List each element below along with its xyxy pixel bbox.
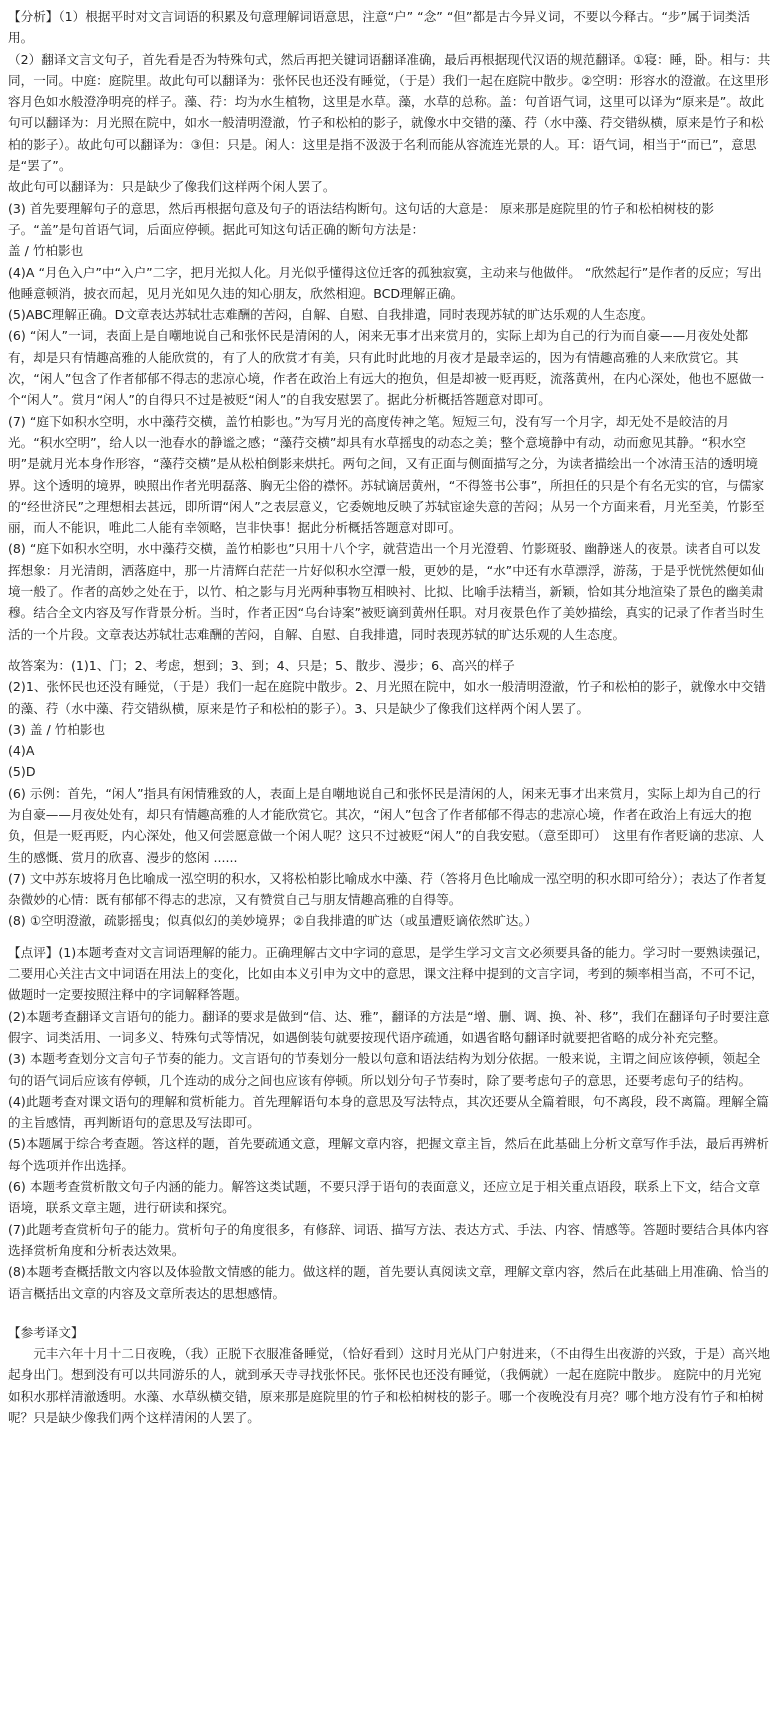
analysis-paragraph: (5)ABC理解正确。D文章表达苏轼壮志难酬的苦闷，自解、自慰、自我排遣，同时表现苏轼的旷达乐观的人生态度。	[8, 307, 654, 323]
analysis-paragraph: 故此句可以翻译为：只是缺少了像我们这样两个闲人罢了。	[8, 179, 336, 195]
comment-heading: 【点评】	[8, 944, 59, 960]
comment-section	[8, 942, 772, 1304]
comment-paragraph: (2)本题考查翻译文言语句的能力。翻译的要求是做到“信、达、雅”，翻译的方法是“增、删、调、换、补、移”，我们在翻译句子时要注意假字、词类活用、一词多义、特殊句式等情况，如遇倒装句就要按现代语序疏通，如遇省略句翻译时就要把省略的成分补充完整。	[8, 1008, 770, 1045]
analysis-first-line	[8, 6, 772, 49]
comment-paragraph: (4)此题考查对课文语句的理解和赏析能力。首先理解语句本身的意思及写法特点，其次还要从全篇着眼，句不离段，段不离篇。理解全篇的主旨感情，再判断语句的意思及写法即可。	[8, 1093, 769, 1131]
spacer	[8, 1304, 772, 1322]
analysis-paragraph: (8) “庭下如积水空明，水中藻荇交横，盖竹柏影也”只用十八个字，就营造出一个月光澄碧、竹影斑驳、幽静迷人的夜景。读者自可以发挥想象：月光清朗，洒落庭中，那一片清辉白茫茫一片好似积水空潭一般，更妙的是，“水”中还有水草漂浮，游荡，于是乎恍恍然便如仙境一般了。作者的高妙之处在于，以竹、柏之影与月光两种事物互相映衬、比拟、比喻手法精当，新颖，恰如其分地渲染了景色的幽美肃穆。结合全文内容及写作背景分析。当时，作者正因“乌台诗案”被贬谪到黄州任职。对月夜景色作了美妙描绘，真实的记录了作者当时生活的一个片段。文章表达苏轼壮志难酬的苦闷，自解、自慰、自我排遣，同时表现苏轼的旷达乐观的人生态度。	[8, 541, 765, 642]
answer-paragraph: (6) 示例：首先，“闲人”指具有闲情雅致的人，表面上是自嘲地说自己和张怀民是清闲的人，闲来无事才出来赏月，实际上却为自己的行为自豪——月夜处处有，却只有情趣高雅的人才能欣赏它。其次，“闲人”包含了作者郁郁不得志的悲凉心境，作者在政治上有远大的抱负，但是一贬再贬，内心深处，他又何尝愿意做一个闲人呢？这只不过被贬“闲人”的自我安慰。（意至即可） 这里有作者贬谪的悲凉、人生的感慨、赏月的欣喜、漫步的悠闲 ......	[8, 785, 765, 865]
comment-paragraph: (8)本题考查概括散文内容以及体验散文情感的能力。做这样的题，首先要认真阅读文章，理解文章内容，然后在此基础上用准确、恰当的语言概括出文章的内容及文章所表达的思想感情。	[8, 1264, 769, 1301]
translation-paragraph: 元丰六年十月十二日夜晚，（我）正脱下衣服准备睡觉，（恰好看到）这时月光从门户射进来，（不由得生出夜游的兴致，于是）高兴地起身出门。想到没有可以共同游乐的人，就到承天寺寻找张怀民。张怀民也还没有睡觉，（我俩就）一起在庭院中散步。 庭院中的月光宛如积水那样清澈透明。水藻、水草纵横交错，原来那是庭院里的竹子和松柏树枝的影子。哪一个夜晚没有月亮？哪个地方没有竹子和柏树呢？只是缺少像我们两个这样清闲的人罢了。	[8, 1346, 770, 1425]
analysis-paragraph: (3) 首先要理解句子的意思，然后再根据句意及句子的语法结构断句。这句话的大意是： 原来那是庭院里的竹子和松柏树枝的影子。“盖”是句首语气词，后面应停顿。据此可知这句话正确的断句方法是：	[8, 200, 714, 237]
translation-section	[8, 1322, 772, 1428]
spacer	[8, 645, 772, 655]
comment-paragraph: (7)此题考查赏析句子的能力。赏析句子的角度很多，有修辞、词语、描写方法、表达方式、手法、内容、情感等。答题时要结合具体内容选择赏析角度和分析表达效果。	[8, 1221, 769, 1258]
comment-paragraph: (6) 本题考查赏析散文句子内涵的能力。解答这类试题，不要只浮于语句的表面意义，还应立足于相关重点语段，联系上下文，结合文章语境，联系文章主题，进行研读和探究。	[8, 1179, 761, 1216]
answer-paragraph: (7) 文中苏东坡将月色比喻成一泓空明的积水，又将松柏影比喻成水中藻、荇（答将月色比喻成一泓空明的积水即可给分）；表达了作者复杂微妙的心情：既有郁郁不得志的悲凉，又有赞赏自己与朋友情趣高雅的自得等。	[8, 870, 767, 908]
answer-paragraph: (3) 盖 / 竹柏影也	[8, 721, 106, 737]
analysis-paragraph: (4)A “月色入户”中“入户”二字，把月光拟人化。月光似乎懂得这位迁客的孤独寂寞，主动来与他做伴。 “欣然起行”是作者的反应；写出他睡意顿消，披衣而起，见月光如见久违的知心朋友，欣然相迎。BCD理解正确。	[8, 264, 762, 301]
answers-section	[8, 655, 772, 932]
spacer	[8, 932, 772, 942]
analysis-section	[8, 6, 772, 645]
comment-paragraph: (5)本题属于综合考查题。答这样的题，首先要疏通文意，理解文章内容，把握文章主旨，然后在此基础上分析文章写作手法，最后再辨析每个选项并作出选择。	[8, 1136, 769, 1173]
analysis-paragraph: (6) “闲人”一词，表面上是自嘲地说自己和张怀民是清闲的人，闲来无事才出来赏月的，实际上却为自己的行为而自豪——月夜处处都有，却是只有情趣高雅的人能欣赏的，有了人的欣赏才有美，只有此时此地的月夜才是最幸运的，因为有情趣高雅的人来欣赏它。其次，“闲人”包含了作者郁郁不得志的悲凉心境，作者在政治上有远大的抱负，但是却被一贬再贬，流落黄州，在内心深处，他也不愿做一个“闲人”。赏月“闲人”的自得只不过是被贬“闲人”的自我安慰罢了。据此分析概括答题意对即可。	[8, 328, 765, 408]
answer-paragraph: 故答案为：(1)1、门；2、考虑，想到；3、到；4、只是；5、散步、漫步；6、高兴的样子	[8, 657, 515, 673]
answer-paragraph: (8) ①空明澄澈，疏影摇曳；似真似幻的美妙境界；②自我排遣的旷达（或虽遭贬谪依然旷达。）	[8, 913, 538, 929]
comment-paragraph: (1)本题考查对文言词语理解的能力。正确理解古文中字词的意思，是学生学习文言文必须要具备的能力。学习时一要熟读强记，二要用心关注古文中词语在用法上的变化，比如由本义引申为文中的意思，课文注释中提到的文言字词，考到的频率相当高，不可不记，做题时一定要按照注释中的字词解释答题。	[8, 944, 769, 1003]
analysis-heading: 【分析】	[8, 9, 59, 24]
answer-paragraph: (2)1、张怀民也还没有睡觉，（于是）我们一起在庭院中散步。2、月光照在院中，如水一般清明澄澈，竹子和松柏的影子，就像水中交错的藻、荇（水中藻、荇交错纵横，原来是竹子和松柏的影子）。3、只是缺少了像我们这样两个闲人罢了。	[8, 679, 767, 716]
analysis-paragraph: （2）翻译文言文句子，首先看是否为特殊句式，然后再把关键词语翻译准确，最后再根据现代汉语的规范翻译。①寝：睡，卧。相与：共同，一同。中庭：庭院里。故此句可以翻译为：张怀民也还没有睡觉，（于是）我们一起在庭院中散步。②空明：形容水的澄澈。在这里形容月色如水般澄净明亮的样子。藻、荇：均为水生植物，这里是水草。藻，水草的总称。盖：句首语气词，这里可以译为“原来是”。故此句可以翻译为：月光照在院中，如水一般清明澄澈，竹子和松柏的影子，就像水中交错的藻、荇（水中藻、荇交错纵横，原来是竹子和松柏的影子）。故此句可以翻译为：③但：只是。闲人：这里是指不汲汲于名利而能从容流连光景的人。耳：语气词，相当于“而已”，意思是“罢了”。	[8, 51, 771, 174]
translation-heading: 【参考译文】	[8, 1324, 84, 1340]
analysis-paragraph: （1）根据平时对文言词语的积累及句意理解词语意思，注意“户” “念” “但”都是古今异义词，不要以今释古。“步”属于词类活用。	[8, 9, 750, 46]
comment-paragraph: (3) 本题考查划分文言句子节奏的能力。文言语句的节奏划分一般以句意和语法结构为划分依据。一般来说，主谓之间应该停顿，领起全句的语气词后应该有停顿，几个连动的成分之间也应该有停顿。所以划分句子节奏时，除了要考虑句子的意思，还要考虑句子的结构。	[8, 1051, 761, 1088]
analysis-paragraph: (7) “庭下如积水空明，水中藻荇交横，盖竹柏影也。”为写月光的高度传神之笔。短短三句，没有写一个月字，却无处不是皎洁的月光。“积水空明”，给人以一池春水的静谧之感；“藻荇交横”却具有水草摇曳的动态之美；整个意境静中有动，动而愈见其静。“积水空明”是就月光本身作形容，“藻荇交横”是从松柏倒影来烘托。两句之间，又有正面与侧面描写之分，为读者描绘出一个冰清玉洁的透明境界。这个透明的境界，映照出作者光明磊落、胸无尘俗的襟怀。苏轼谪居黄州，“不得签书公事”，所担任的只是个有名无实的官，与儒家的“经世济民”之理想相去甚远，即所谓“闲人”之表层意义，它委婉地反映了苏轼宦途失意的苦闷；从另一个方面来看，月光至美，竹影至丽，而人不能识，唯此二人能有幸领略，岂非快事！据此分析概括答题意对即可。	[8, 413, 765, 536]
comment-first-line	[8, 942, 772, 1006]
answer-paragraph: (5)D	[8, 764, 36, 780]
analysis-paragraph: 盖 / 竹柏影也	[8, 243, 84, 259]
answer-paragraph: (4)A	[8, 743, 35, 759]
